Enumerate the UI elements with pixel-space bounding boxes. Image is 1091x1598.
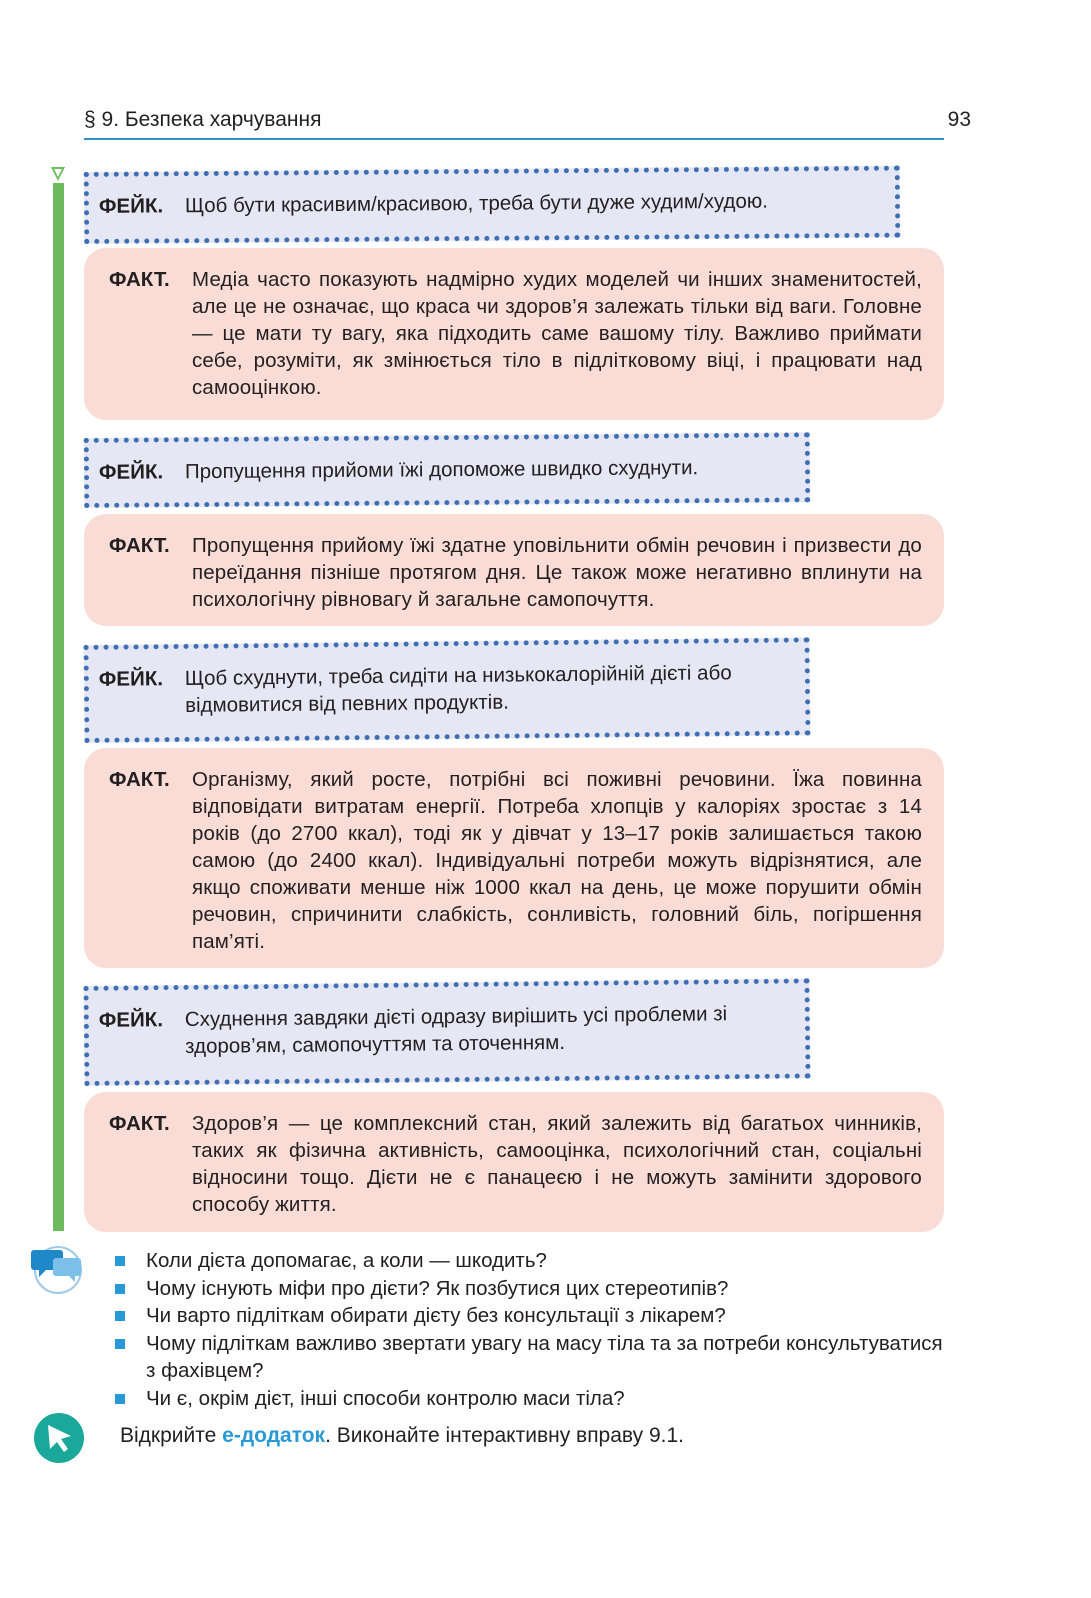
fact-text: Пропущення прийому їжі здатне уповільнити обмін речовин і призвести до переїдання пізніше протягом дня. Це також може негативно вплинути на психологічну рівновагу й загальне самопочуття. [192, 534, 922, 611]
bullet-square [115, 1311, 125, 1321]
fake-box-2 [84, 432, 811, 508]
list-item [112, 1330, 952, 1385]
page-number: 93 [947, 108, 971, 131]
chat-bubbles-icon [28, 1244, 86, 1296]
e-dodatok-after: . Виконайте інтерактивну вправу 9.1. [325, 1424, 684, 1447]
list-item [112, 1302, 952, 1330]
green-arrow-marker [51, 167, 65, 181]
fake-label: ФЕЙК. [98, 194, 164, 218]
fact-label: ФАКТ. [109, 268, 170, 291]
bullet-square [115, 1284, 125, 1294]
fact-box-3 [84, 748, 944, 968]
fake-label: ФЕЙК. [98, 1008, 164, 1032]
fact-label: ФАКТ. [109, 768, 170, 791]
list-item [112, 1385, 952, 1413]
bullet-square [115, 1339, 125, 1349]
fake-text: Щоб бути красивим/красивою, треба бути дуже худим/худою. [184, 189, 769, 218]
question-text: Чи варто підліткам обирати дієту без консультації з лікарем? [146, 1304, 726, 1327]
fake-text: Пропущення прийоми їжі допоможе швидко схуднути. [184, 456, 699, 484]
question-text: Коли дієта допомагає, а коли — шкодить? [146, 1249, 547, 1272]
fact-box-2 [84, 514, 944, 626]
fake-text: Щоб схуднути, треба сидіти на низькокалорійній дієті або відмовитися від певних продуктів. [184, 661, 732, 717]
question-text: Чи є, окрім дієт, інші способи контролю маси тіла? [146, 1386, 625, 1410]
cursor-click-icon [33, 1412, 85, 1464]
list-item [112, 1275, 952, 1303]
fake-label: ФЕЙК. [98, 667, 164, 691]
section-title: § 9. Безпека харчування [84, 108, 322, 131]
fake-label: ФЕЙК. [98, 460, 164, 484]
fact-text: Організму, який росте, потрібні всі поживні речовини. Їжа повинна відповідати витратам енергії. Потреба хлопців у калоріях зростає з 14 років (до 2700 ккал), тоді як у дівчат у 13–17 років залишається такою самою (до 2400 ккал). Індивідуальні потреби можуть відрізнятися, але якщо споживати менше ніж 1000 ккал на день, це може порушити обмін речовин, спричинити слабкість, сонливість, головний біль, погіршення пам’яті. [192, 768, 922, 953]
question-text: Чому існують міфи про дієти? Як позбутися цих стереотипів? [146, 1276, 729, 1300]
e-dodatok-line [120, 1424, 684, 1448]
fact-label: ФАКТ. [109, 534, 170, 557]
e-dodatok-before: Відкрийте [120, 1424, 223, 1447]
fact-box-4 [84, 1092, 944, 1232]
fact-box-1 [84, 248, 944, 420]
fact-text: Здоров’я — це комплексний стан, який залежить від багатьох чинників, таких як фізична активність, самооцінка, психологічний стан, соціальні відносини тощо. Дієти не є панацеєю і не можуть замінити здорового способу життя. [192, 1112, 922, 1216]
bullet-square [115, 1256, 125, 1266]
e-dodatok-link[interactable]: е-додаток [222, 1424, 326, 1447]
fake-box-4 [83, 978, 810, 1086]
list-item [112, 1247, 952, 1275]
header-rule [84, 138, 944, 140]
fact-label: ФАКТ. [109, 1112, 170, 1135]
green-side-bar [53, 183, 64, 1231]
fake-box-3 [83, 637, 810, 743]
fake-box-1 [84, 166, 901, 244]
question-text: Чому підліткам важливо звертати увагу на масу тіла та за потреби консультуватися з фахівцем? [146, 1331, 943, 1382]
fact-text: Медіа часто показують надмірно худих моделей чи інших знаменитостей, але це не означає, що краса чи здоров’я залежать тільки від ваги. Головне — це мати ту вагу, яка підходить саме вашому тілу. Важливо приймати себе, розуміти, як змінюється тіло в підлітковому віці, і працювати над самооцінкою. [192, 268, 922, 399]
discussion-questions [112, 1247, 952, 1412]
fake-text: Схуднення завдяки дієті одразу вирішить усі проблеми зі здоров’ям, самопочуттям та оточенням. [184, 1002, 728, 1058]
bullet-square [115, 1394, 125, 1404]
